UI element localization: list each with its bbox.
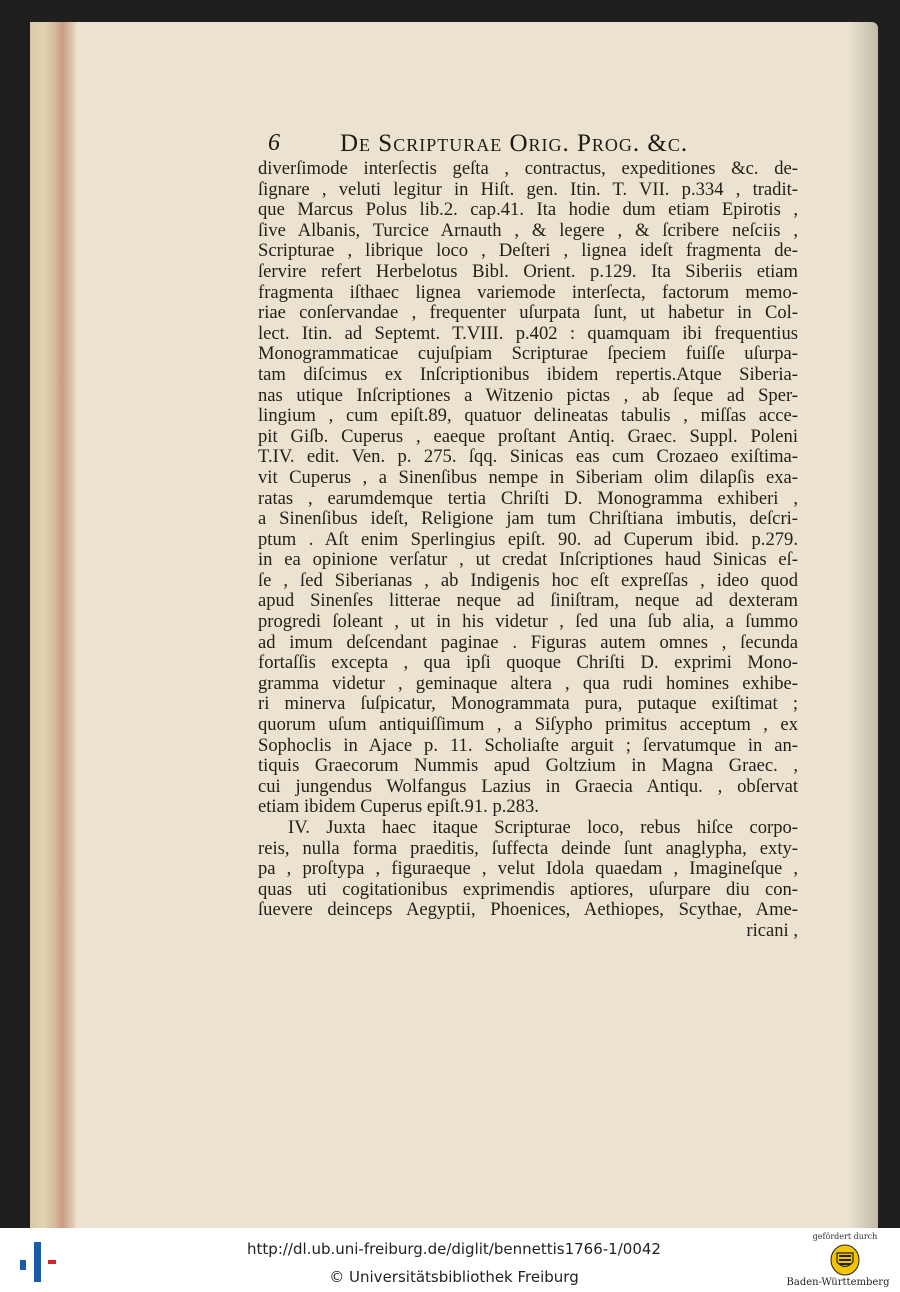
text-line: ad imum deſcendant paginae . Figuras autem omnes , ſecunda <box>258 631 798 653</box>
text-line: lingium , cum epiſt.89, quatuor delineatas tabulis , miſſas acce- <box>258 405 798 427</box>
sponsor-label: gefördert durch <box>812 1232 878 1241</box>
text-line: lect. Itin. ad Septemt. T.VIII. p.402 : quamquam ibi frequentius <box>258 322 798 344</box>
text-line: IV. Juxta haec itaque Scripturae loco, rebus hiſce corpo- <box>288 817 798 838</box>
text-line: pa , proſtypa , figuraeque , velut Idola quaedam , Imagineſque , <box>258 858 798 880</box>
text-line: Monogrammaticae cujuſpiam Scripturae ſpeciem fuiſſe uſurpa- <box>258 343 798 365</box>
text-line: apud Sinenſes litterae neque ad ſiniſtram, neque ad dexteram <box>258 590 798 612</box>
text-line: ſe , ſed Siberianas , ab Indigenis hoc eſt expreſſas , ideo quod <box>258 569 798 591</box>
text-line: que Marcus Polus lib.2. cap.41. Ita hodie dum etiam Epirotis , <box>258 199 798 221</box>
text-line: quas uti cogitationibus exprimendis aptiores, uſurpare diu con- <box>258 878 798 900</box>
text-line: ſive Albanis, Turcice Arnauth , & legere , & ſcribere neſciis , <box>258 219 798 241</box>
text-line: ratas , earumdemque tertia Chriſti D. Monogramma exhiberi , <box>258 487 798 509</box>
text-line: tam diſcimus ex Inſcriptionibus ibidem repertis.Atque Siberia- <box>258 363 798 385</box>
footer-bar <box>0 1228 900 1292</box>
text-line: fragmenta iſthaec lignea variemode interſecta, factorum memo- <box>258 281 798 303</box>
copyright-notice: © Universitätsbibliothek Freiburg <box>329 1268 579 1286</box>
page-number: 6 <box>268 130 281 156</box>
text-line: fortaſſis excepta , qua ipſi quoque Chriſti D. exprimi Mono- <box>258 652 798 674</box>
baden-wuerttemberg-crest-icon <box>816 1244 874 1276</box>
text-line: progredi ſoleant , ut in his videtur , ſed una ſub alia, a ſummo <box>258 611 798 633</box>
text-line: a Sinenſibus ideſt, Religione jam tum Chriſtiana imbutis, deſcri- <box>258 508 798 530</box>
text-line: nas utique Inſcriptiones a Witzenio pictas , ab ſeque ad Sper- <box>258 384 798 406</box>
page-gutter-edge <box>30 22 76 1228</box>
text-line: ſuevere deinceps Aegyptii, Phoenices, Aethiopes, Scythae, Ame- <box>258 899 798 921</box>
text-line: reis, nulla forma praeditis, ſuffecta deinde ſunt anaglypha, exty- <box>258 837 798 859</box>
text-line: etiam ibidem Cuperus epiſt.91. p.283. <box>258 796 539 818</box>
text-line: gramma videtur , geminaque altera , qua rudi homines exhibe- <box>258 672 798 694</box>
sponsor-name: Baden-Württemberg <box>786 1277 890 1288</box>
text-line: in ea opinione verſatur , ut credat Inſcriptiones haud Sinicas eſ- <box>258 549 798 571</box>
text-line: cui jungendus Wolfangus Lazius in Graecia Antiqu. , obſervat <box>258 775 798 797</box>
text-line: T.IV. edit. Ven. p. 275. ſqq. Sinicas eas cum Crozaeo exiſtima- <box>258 446 798 468</box>
text-line: ri minerva ſuſpicatur, Monogrammata pura, putaque exiſtimat ; <box>258 693 798 715</box>
text-line: Sophoclis in Ajace p. 11. Scholiaſte arguit ; ſervatumque in an- <box>258 734 798 756</box>
text-line: ſervire refert Herbelotus Bibl. Orient. p.129. Ita Siberiis etiam <box>258 260 798 282</box>
text-line: riae conſervandae , frequenter uſurpata ſunt, ut habetur in Col- <box>258 302 798 324</box>
body-text <box>258 159 798 942</box>
text-line: diverſimode interſectis geſta , contractus, expeditiones &c. de- <box>258 158 798 179</box>
text-line: ſignare , veluti legitur in Hiſt. gen. Itin. T. VII. p.334 , tradit- <box>258 178 798 200</box>
text-line: Scripturae , librique loco , Deſteri , lignea ideſt fragmenta de- <box>258 240 798 262</box>
page-shadow <box>848 22 878 1228</box>
text-line: pit Giſb. Cuperus , eaeque proſtant Antiq. Graec. Suppl. Poleni <box>258 425 798 447</box>
freiburg-logo-icon <box>18 1238 58 1282</box>
page-url[interactable]: http://dl.ub.uni-freiburg.de/diglit/bennettis1766-1/0042 <box>247 1240 661 1258</box>
text-line: vit Cuperus , a Sinenſibus nempe in Siberiam olim dilapſis exa- <box>258 466 798 488</box>
text-line: ptum . Aſt enim Sperlingius epiſt. 90. ad Cuperum ibid. p.279. <box>258 528 798 550</box>
text-line: quorum uſum antiquiſſimum , a Siſypho primitus acceptum , ex <box>258 714 798 736</box>
text-line: tiquis Graecorum Nummis apud Goltzium in Magna Graec. , <box>258 755 798 777</box>
running-title: De Scripturae Orig. Prog. &c. <box>340 130 689 157</box>
text-line: ricani , <box>746 919 798 941</box>
